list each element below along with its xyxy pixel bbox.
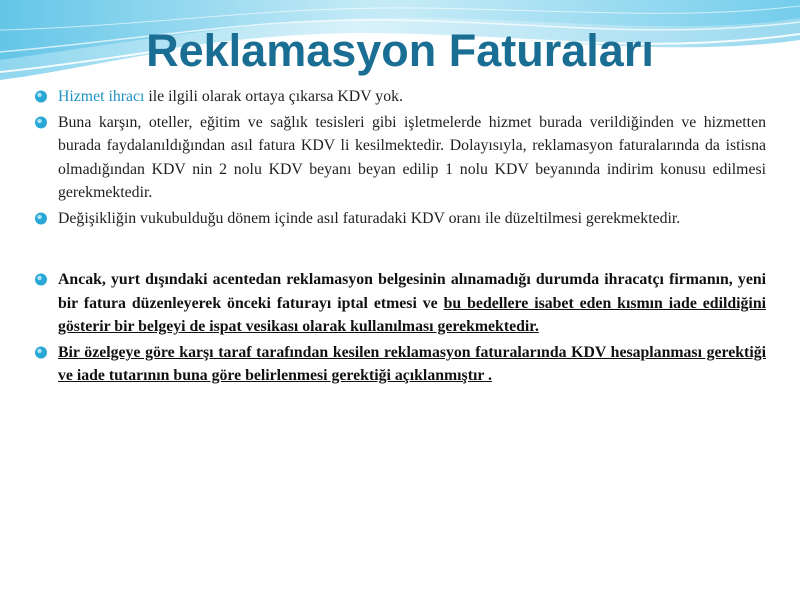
spacer [32,232,766,268]
bullet-text: Ancak, yurt dışındaki acentedan reklamasyon belgesinin alınamadığı durumda ihracatçı firmanın, yeni bir fatura düzenleyerek önceki faturayı iptal etmesi ve [58,271,766,312]
bullet-item [32,111,766,205]
bullet-item [32,207,766,231]
bullet-item [32,341,766,388]
bullet-underlined-text: bu bedellere isabet eden kısmın iade edildiğini gösterir bir belgeyi de ispat vesikası olarak kullanılması gerekmektedir. [58,294,766,335]
teal-round-bullet-icon [34,211,49,226]
bullet-item [32,268,766,339]
teal-round-bullet-icon [34,345,49,360]
bullet-text: Değişikliğin vukubulduğu dönem içinde asıl faturadaki KDV oranı ile düzeltilmesi gerekmektedir. [58,209,681,227]
bullet-list [32,85,766,390]
teal-round-bullet-icon [34,272,49,287]
bullet-item [32,85,766,109]
bullet-underlined-text: Bir özelgeye göre karşı taraf tarafından kesilen reklamasyon faturalarında KDV hesaplanması gerektiği ve iade tutarının buna göre belirlenmesi gerektiği açıklanmıştır . [58,343,766,384]
slide-title: Reklamasyon Faturaları [146,25,654,76]
teal-round-bullet-icon [34,115,49,130]
bullet-text: Buna karşın, oteller, eğitim ve sağlık tesisleri gibi işletmelerde hizmet burada verildiğinden ve hizmetten burada faydalanıldığından asıl fatura KDV li kesilmektedir. Dolayısıyla, reklamasyon faturalarında da istisna olmadığından KDV nin 2 nolu KDV beyanı beyan edilip 1 nolu KDV beyanında indirim konusu edilmesi gerekmektedir. [58,113,766,201]
teal-round-bullet-icon [34,89,49,104]
bullet-text: ile ilgili olarak ortaya çıkarsa KDV yok. [144,88,403,105]
bullet-lead-text: Hizmet ihracı [58,88,145,105]
